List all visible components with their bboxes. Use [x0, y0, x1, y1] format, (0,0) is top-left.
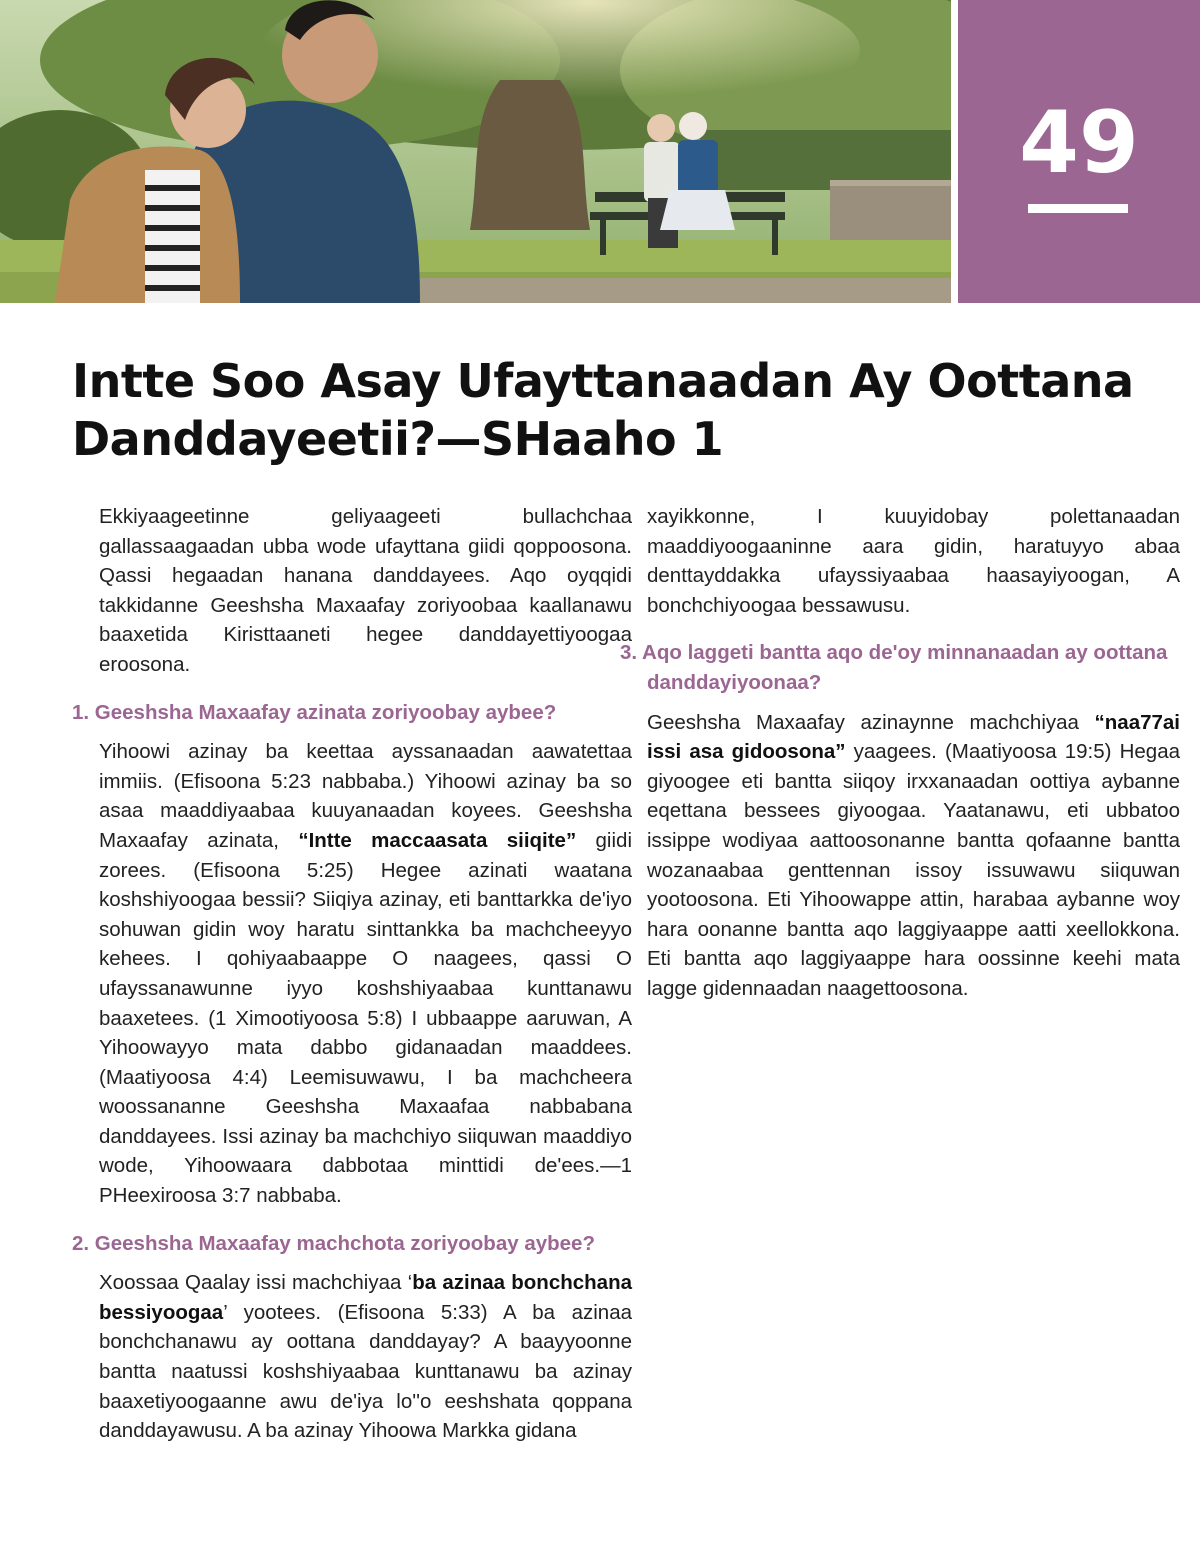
answer-1-emphasis: “Intte maccaasata siiqite”: [298, 828, 577, 852]
answer-3-text-a: Geeshsha Maxaafay azinaynne machchiyaa: [647, 710, 1095, 734]
park-couple-illustration: [0, 0, 951, 303]
answer-2-emphasis: ba azinaa bonchchana bessiyoogaa: [99, 1271, 632, 1324]
answer-2-text-b: ’ yootees. (Efisoona 5:33) A ba azinaa bonchchanawu ay oottana danddayay? A baayyoonne bantta naatussi koshshiyaabaa kunttanawu ba azinay baaxetiyoogaanne awu de'iya lo''o eeshshata qoppana danddayawusu. A ba azinay Yihoowa Markka gidana: [99, 1300, 632, 1443]
question-2: 2. Geeshsha Maxaafay machchota zoriyoobay aybee?: [72, 1231, 595, 1255]
intro-paragraph: Ekkiyaageetinne geliyaageeti bullachchaa gallassaagaadan ubba wode ufayttana giidi qoppoosona. Qassi hegaadan hanana danddayees. Aqo oyqqidi takkidanne Geeshsha Maxaafay zoriyoobaa kaallanawu baaxetida Kiristtaaneti hegee danddayettiyoogaa eroosona.: [99, 505, 632, 676]
question-3: 3. Aqo laggeti bantta aqo de'oy minnanaadan ay oottana danddayiyoonaa?: [620, 641, 1168, 694]
badge-underline: [1028, 204, 1128, 213]
question-1: 1. Geeshsha Maxaafay azinata zoriyoobay aybee?: [72, 700, 557, 724]
answer-2: [72, 1268, 632, 1446]
lesson-number-badge: [958, 0, 1200, 303]
right-column: [620, 502, 1180, 1020]
lesson-number: 49: [1019, 93, 1139, 193]
answer-2-continued: xayikkonne, I kuuyidobay polettanaadan maaddiyoogaaninne aara gidin, haratuyyo abaa denttayddakka ufayssiyaabaa haasayiyoogan, A bonchchiyoogaa bessawusu.: [647, 505, 1180, 617]
answer-1-text-a: Yihoowi azinay ba keettaa ayssanaadan aawatettaa immiis. (Efisoona 5:23 nabbaba.) Yihoowi azinay ba so asaa maaddiyaabaa kuuyanaadan koyees. Geeshsha Maxaafay azinata,: [99, 740, 632, 852]
answer-1-text-b: giidi zorees. (Efisoona 5:25) Hegee azinati waatana koshshiyoogaa bessii? Siiqiya azinay, eti banttarkka de'iyo sohuwan gidin woy haratu sinttankka ba machcheeyyo kehees. I qohiyaabaappe O naagees, qassi O ufayssanawunne iyyo koshshiyaabaa kunttanawu baaxetees. (1 Ximootiyoosa 5:8) I ubbaappe aaruwan, A Yihoowayyo mata dabbo gidanaadan maaddees. (Maatiyoosa 4:4) Leemisuwawu, I ba machcheera woossananne Geeshsha Maxaafaa nabbabana danddayees. Issi azinay ba machchiyo siiquwan maaddiyo wode, Yihoowaara dabbotaa minttidi de'ees.—1 PHeexiroosa 3:7 nabbaba.: [99, 828, 632, 1208]
answer-3: [620, 708, 1180, 1004]
page-title: Intte Soo Asay Ufayttanaadan Ay Oottana Danddayeetii?—SHaaho 1: [72, 354, 1134, 466]
answer-3-emphasis: “naa77ai issi asa gidoosona”: [647, 710, 1180, 764]
answer-1: [72, 737, 632, 1211]
answer-3-text-b: yaagees. (Maatiyoosa 19:5) Hegaa giyoogee eti bantta siiqoy irxxanaadan oottiya aybanne eqettana bessees giyoogaa. Yaatanawu, eti ubbatoo issippe wodiyaa aattoosonanne bantta qofaanne bantta wozanaabaa genttennan issoy issuwawu siiquwan yootoosona. Eti Yihoowappe attin, harabaa aybanne woy hara oonanne bantta aqo laggiyaappe aatti xeellokkona. Eti bantta aqo laggiyaappe hara oossinne keehi mata lagge gidennaadan naagettoosona.: [647, 740, 1181, 1000]
answer-2-text-a: Xoossaa Qaalay issi machchiyaa ‘: [99, 1271, 413, 1295]
hero-photo: [0, 0, 951, 303]
left-column: [72, 502, 632, 1462]
